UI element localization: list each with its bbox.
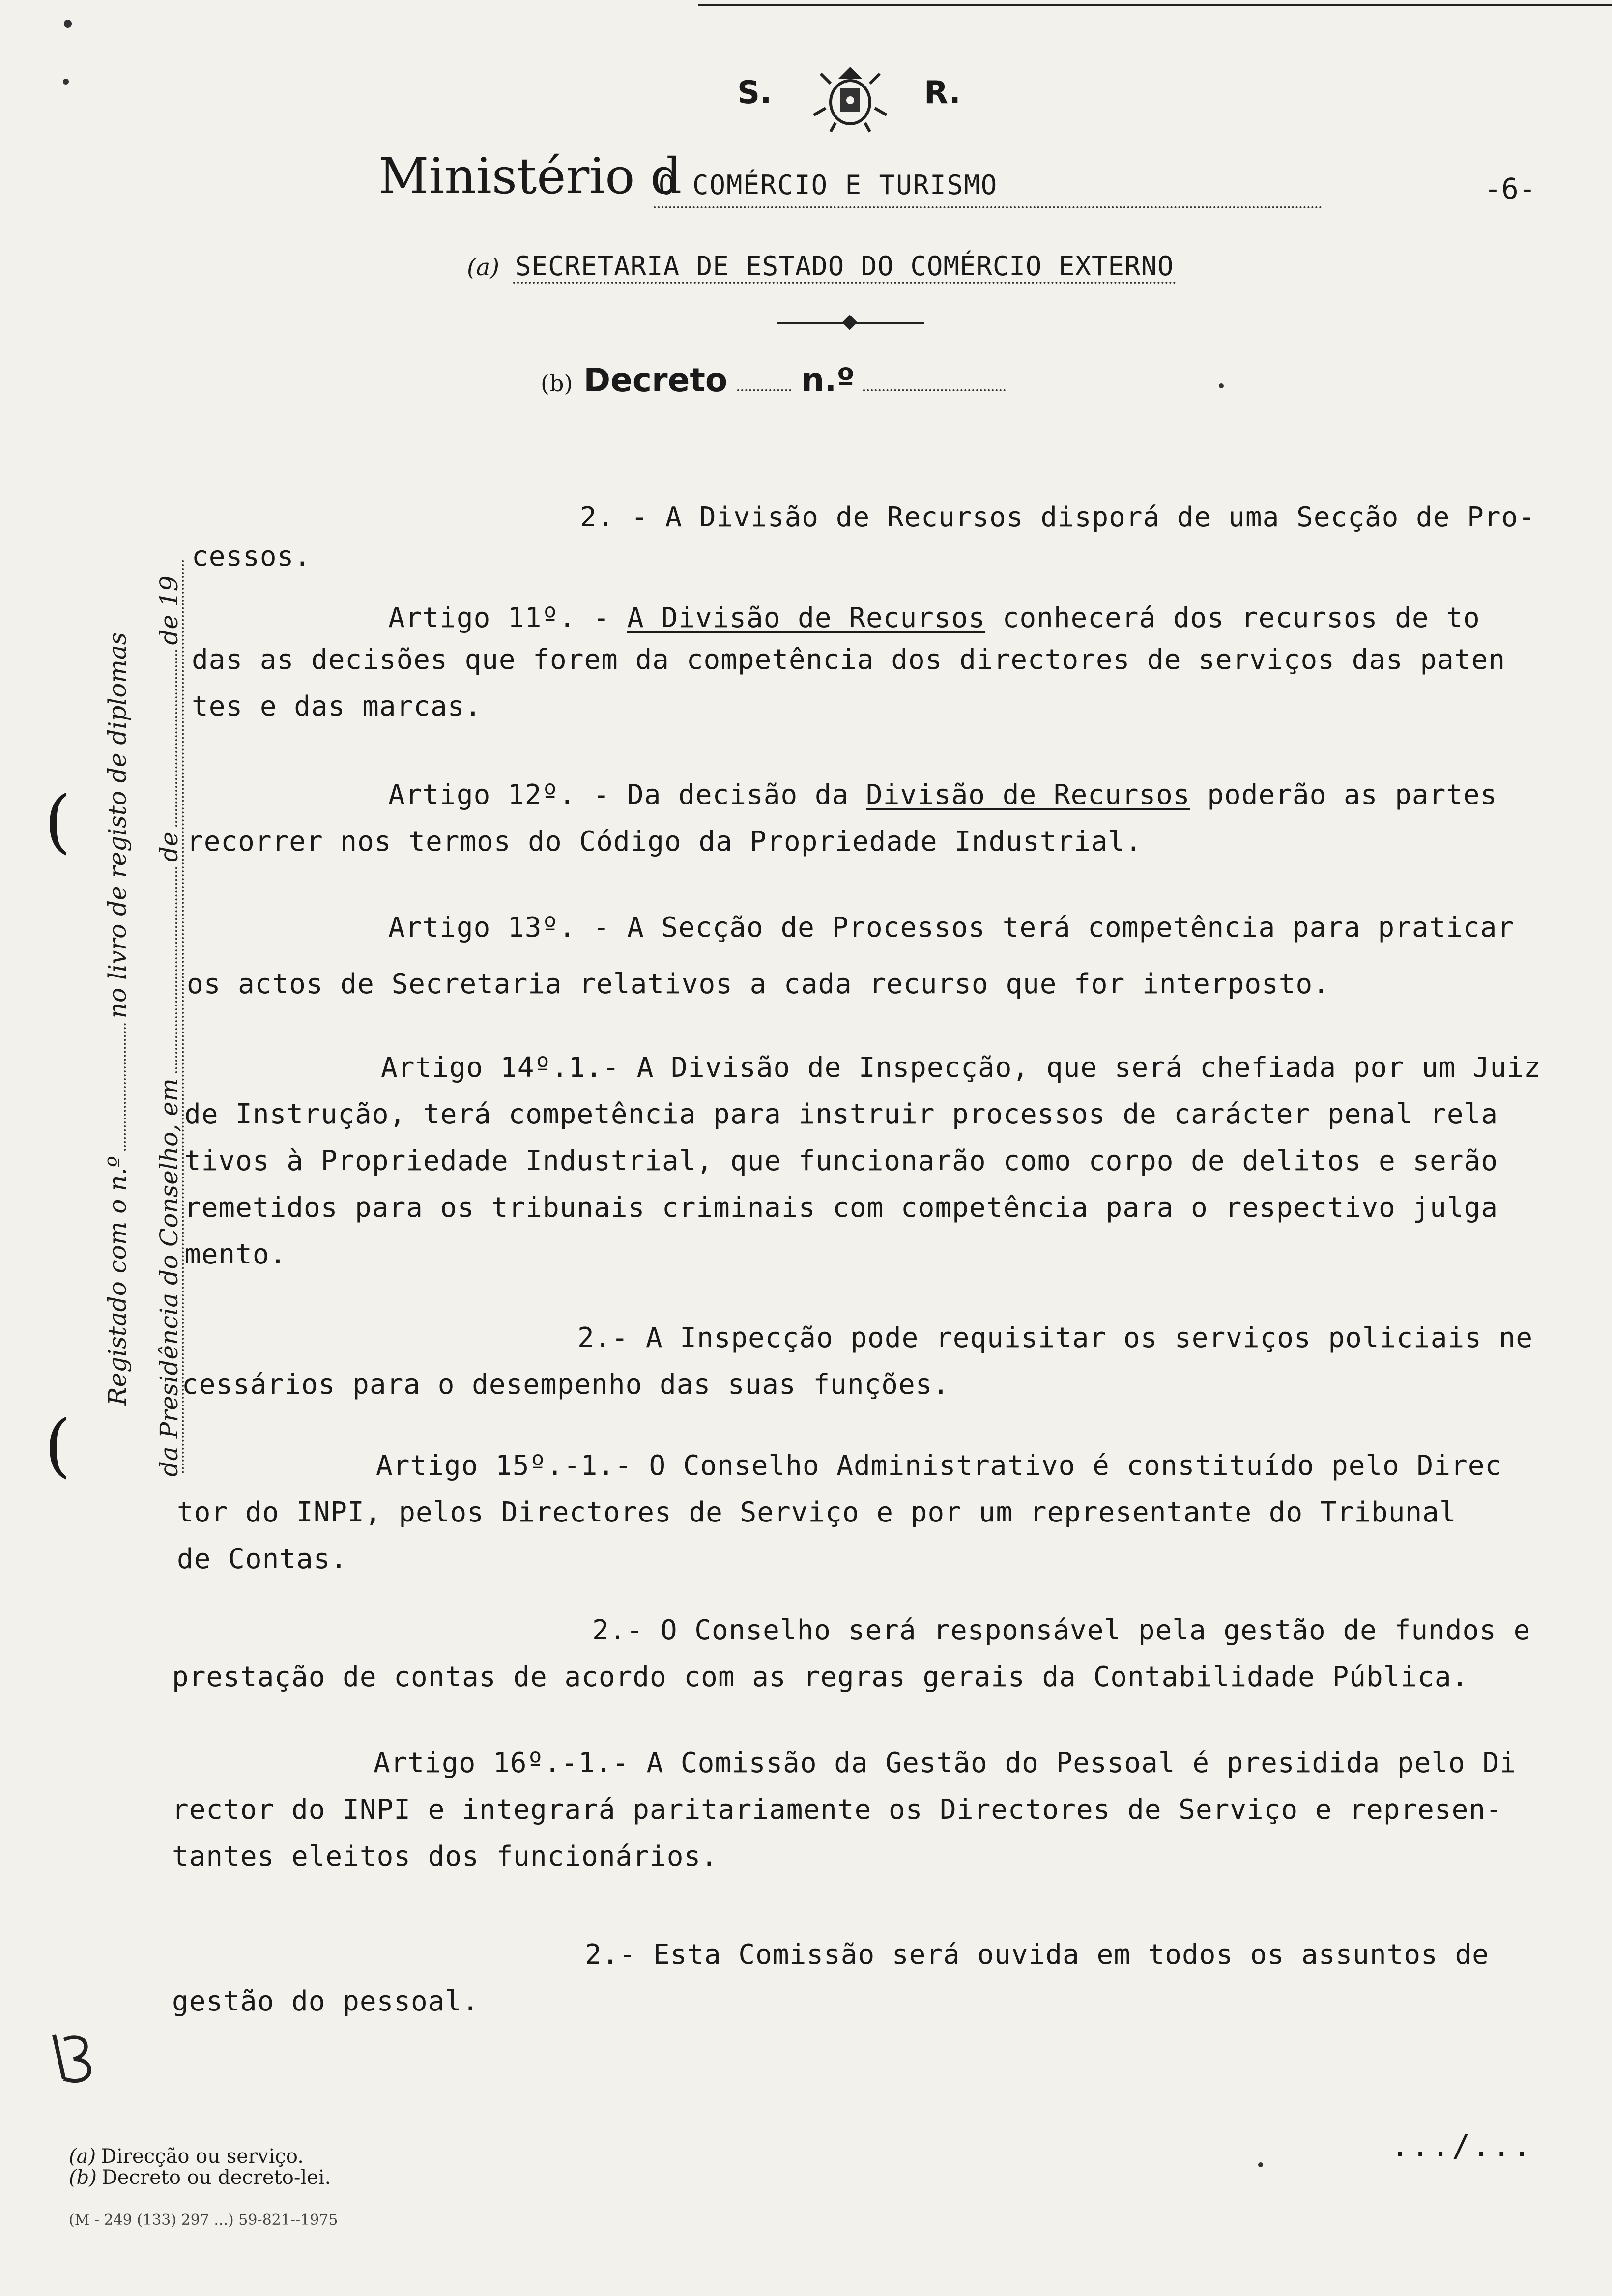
crest-header [732,64,978,133]
decreto-number-label: n.º [801,361,855,399]
decreto-number-blank [863,389,1006,391]
text-segment: poderão as partes [1190,779,1497,811]
scan-speck [1219,383,1224,388]
text-line: mento. [184,1238,287,1270]
text-line: tivos à Propriedade Industrial, que funcionarão como corpo de delitos e serão [184,1145,1498,1177]
text-line: 2. - A Divisão de Recursos disporá de uma Secção de Pro- [580,501,1536,533]
text-line: Artigo 13º. - A Secção de Processos terá competência para praticar [388,912,1515,944]
crest-letter-r: R. [924,75,961,111]
article-11-line [388,602,1480,634]
margin-year: de 19 [155,575,183,645]
coat-of-arms-icon [811,64,890,133]
margin-registry-line [103,632,132,1406]
text-segment: Artigo 12º. - Da decisão da [388,779,866,811]
margin-blank [175,650,177,827]
footnote-a-text: Direcção ou serviço. [101,2145,304,2168]
text-line: tantes eleitos dos funcionários. [172,1840,718,1872]
ministry-value: O COMÉRCIO E TURISMO [659,170,998,201]
text-line: prestação de contas de acordo com as regras gerais da Contabilidade Pública. [172,1661,1469,1693]
text-line: os actos de Secretaria relativos a cada recurso que for interposto. [187,968,1330,1000]
text-line: das as decisões que forem da competência dos directores de serviços das paten [192,644,1506,676]
text-line: tor do INPI, pelos Directores de Serviço e por um representante do Tribunal [177,1496,1457,1528]
text-line: 2.- A Inspecção pode requisitar os serviços policiais ne [577,1322,1533,1354]
secretaria-value: SECRETARIA DE ESTADO DO COMÉRCIO EXTERNO [513,251,1176,284]
text-line: tes e das marcas. [192,690,482,722]
text-line: Artigo 14º.1.- A Divisão de Inspecção, que será chefiada por um Juiz [381,1052,1541,1084]
text-line: 2.- Esta Comissão será ouvida em todos os assuntos de [585,1939,1489,1971]
text-line: remetidos para os tribunais criminais com competência para o respectivo julga [184,1192,1498,1224]
margin-livro: no livro de registo de diplomas [103,632,132,1019]
text-segment: conhecerá dos recursos de to [985,602,1480,634]
margin-presidencia: da Presidência do Conselho, em [155,1078,183,1477]
text-line: gestão do pessoal. [172,1985,479,2017]
print-code: (M - 249 (133) 297 ...) 59-821--1975 [69,2211,338,2229]
text-line: de Contas. [177,1543,348,1575]
margin-registado: Registado com o n.º [103,1156,132,1406]
text-line: recorrer nos termos do Código da Propriedade Industrial. [187,826,1143,858]
margin-bracket-top: ( [44,781,71,861]
text-line: Artigo 15º.-1.- O Conselho Administrativo é constituído pelo Direc [376,1450,1502,1482]
margin-bracket-bottom: ( [44,1406,71,1486]
text-line: 2.- O Conselho será responsável pela gestão de fundos e [592,1614,1531,1646]
decreto-line [541,361,1006,399]
scan-speck [1258,2162,1263,2167]
scan-speck [64,20,72,28]
scan-speck [63,79,69,85]
margin-blank [124,1023,126,1151]
continues-marker: .../... [1391,2128,1533,2164]
margin-blank [175,867,177,1073]
footnote-b-text: Decreto ou decreto-lei. [101,2166,331,2189]
text-line: cessos. [192,541,312,573]
underlined-phrase: A Divisão de Recursos [627,602,986,634]
top-rule [698,4,1612,6]
underlined-phrase: Divisão de Recursos [866,779,1190,811]
article-12-line [388,779,1497,811]
secretaria-line [467,251,1176,282]
decreto-label: Decreto [583,361,728,399]
footnote-b [69,2166,331,2189]
text-line: cessários para o desempenho das suas funções. [182,1369,950,1401]
decreto-blank [737,389,791,391]
text-segment: Artigo 11º. - [388,602,628,634]
text-line: rector do INPI e integrará paritariamente os Directores de Serviço e represen- [172,1794,1503,1826]
footnote-mark-b: (b) [541,370,573,397]
margin-presidency-line [155,575,183,1477]
footnote-mark-a: (a) [467,254,500,281]
ministry-title: Ministério d [378,147,682,205]
handwritten-initials-icon [44,2025,103,2089]
crest-letter-s: S. [737,75,772,111]
text-line: Artigo 16º.-1.- A Comissão da Gestão do Pessoal é presidida pelo Di [374,1747,1517,1779]
footnote-b-mark: (b) [69,2166,97,2189]
footnote-a [69,2145,304,2168]
text-line: de Instrução, terá competência para instruir processos de carácter penal rela [184,1098,1498,1130]
margin-de: de [155,832,183,862]
page-number: -6- [1484,172,1536,205]
footnote-a-mark: (a) [69,2145,96,2168]
divider-diamond-icon [842,315,857,330]
